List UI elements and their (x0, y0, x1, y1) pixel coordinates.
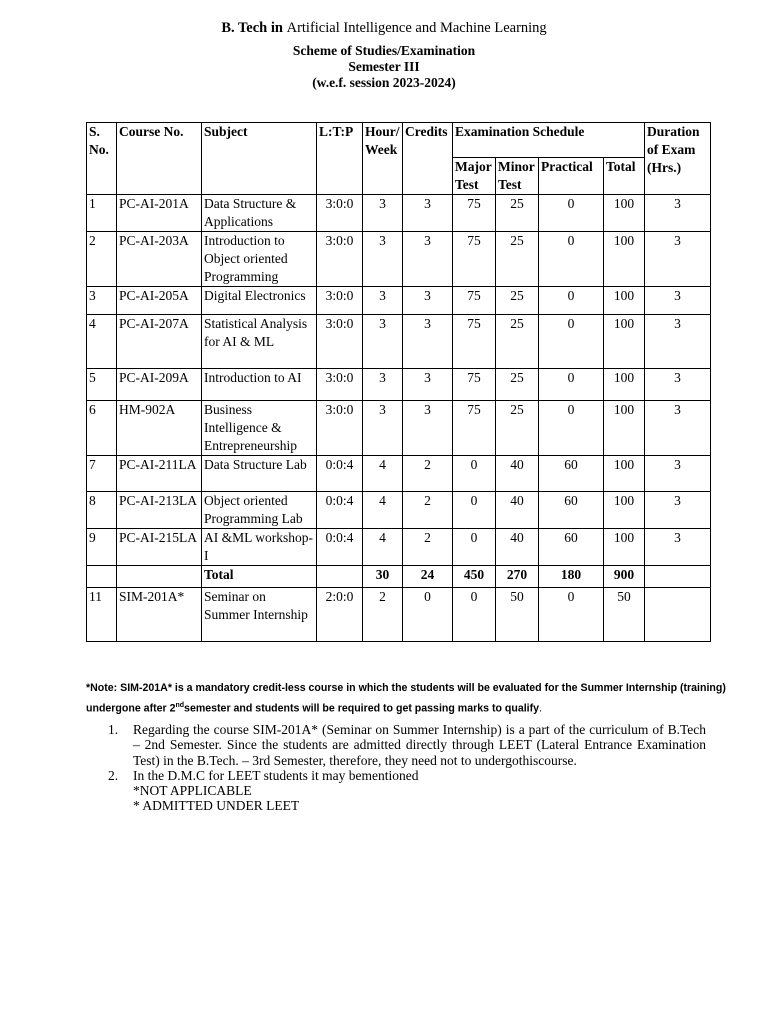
cell-total: 100 (604, 401, 645, 456)
cell-sno: 8 (87, 492, 117, 529)
cell-ltp: 3:0:0 (317, 401, 363, 456)
cell-hours: 4 (363, 492, 403, 529)
cell-total: 100 (604, 195, 645, 232)
cell-major: 0 (453, 588, 496, 642)
cell-practical: 60 (539, 456, 604, 492)
total-empty-cell (317, 566, 363, 588)
scheme-line: Scheme of Studies/Examination (292, 43, 476, 58)
cell-minor: 25 (496, 369, 539, 401)
cell-minor: 40 (496, 529, 539, 566)
cell-subject: Seminar on Summer Internship (202, 588, 317, 642)
cell-subject: Data Structure & Applications (202, 195, 317, 232)
header-sno: S. No. (87, 123, 117, 195)
cell-credits: 3 (403, 195, 453, 232)
cell-course: PC-AI-215LA (117, 529, 202, 566)
cell-course: PC-AI-209A (117, 369, 202, 401)
cell-subject: Introduction to AI (202, 369, 317, 401)
cell-total: 100 (604, 232, 645, 287)
cell-ltp: 0:0:4 (317, 492, 363, 529)
cell-ltp: 2:0:0 (317, 588, 363, 642)
admitted-leet-line: * ADMITTED UNDER LEET (133, 798, 300, 814)
cell-major: 0 (453, 529, 496, 566)
cell-practical: 0 (539, 401, 604, 456)
cell-subject: Data Structure Lab (202, 456, 317, 492)
cell-hours: 3 (363, 401, 403, 456)
table-row (87, 369, 711, 401)
total-label: Total (202, 566, 317, 588)
cell-major: 75 (453, 195, 496, 232)
header-subject: Subject (202, 123, 317, 195)
cell-total: 100 (604, 456, 645, 492)
note-superscript: nd (175, 702, 185, 709)
cell-sno: 3 (87, 287, 117, 315)
cell-credits: 3 (403, 401, 453, 456)
cell-major: 0 (453, 456, 496, 492)
cell-ltp: 3:0:0 (317, 287, 363, 315)
cell-major: 75 (453, 232, 496, 287)
table-row (87, 315, 711, 369)
cell-course: HM-902A (117, 401, 202, 456)
cell-credits: 3 (403, 315, 453, 369)
header-course: Course No. (117, 123, 202, 195)
cell-subject: Introduction to Object oriented Programming (202, 232, 317, 287)
cell-ltp: 3:0:0 (317, 232, 363, 287)
cell-hours: 3 (363, 287, 403, 315)
header-major: Major Test (453, 158, 496, 195)
header-credits: Credits (403, 123, 453, 195)
title-program: Artificial Intelligence and Machine Learning (286, 20, 547, 36)
table-row (87, 401, 711, 456)
cell-practical: 60 (539, 492, 604, 529)
cell-subject: Statistical Analysis for AI & ML (202, 315, 317, 369)
header-hours: Hour/ Week (363, 123, 403, 195)
list-item: 1. Regarding the course SIM-201A* (Seminar on Summer Internship) is a part of the curriculum of B.Tech – 2nd Semester. Since the students are admitted directly through LEET (Lateral Entrance Examination Test) in the B.Tech. – 3rd Semester, therefore, they need not to undergothiscourse. (108, 722, 706, 768)
cell-credits: 3 (403, 369, 453, 401)
cell-hours: 2 (363, 588, 403, 642)
table-row (87, 287, 711, 315)
cell-total: 100 (604, 315, 645, 369)
total-empty-cell (87, 566, 117, 588)
document-title: B. Tech in Artificial Intelligence and Machine Learning (221, 20, 547, 36)
total-total: 900 (604, 566, 645, 588)
cell-course: SIM-201A* (117, 588, 202, 642)
cell-course: PC-AI-213LA (117, 492, 202, 529)
cell-sno: 6 (87, 401, 117, 456)
cell-total: 100 (604, 287, 645, 315)
cell-major: 75 (453, 315, 496, 369)
cell-major: 75 (453, 401, 496, 456)
cell-course: PC-AI-201A (117, 195, 202, 232)
cell-sno: 1 (87, 195, 117, 232)
cell-minor: 40 (496, 492, 539, 529)
remarks-list (108, 722, 706, 814)
cell-hours: 4 (363, 529, 403, 566)
cell-sno: 5 (87, 369, 117, 401)
table-row (87, 529, 711, 566)
cell-ltp: 3:0:0 (317, 195, 363, 232)
cell-hours: 3 (363, 195, 403, 232)
header-practical: Practical (539, 158, 604, 195)
cell-duration: 3 (645, 492, 711, 529)
cell-total: 50 (604, 588, 645, 642)
cell-subject: Digital Electronics (202, 287, 317, 315)
cell-minor: 50 (496, 588, 539, 642)
cell-minor: 25 (496, 315, 539, 369)
cell-minor: 25 (496, 195, 539, 232)
cell-sno: 4 (87, 315, 117, 369)
cell-major: 75 (453, 287, 496, 315)
cell-practical: 0 (539, 195, 604, 232)
cell-subject: Business Intelligence & Entrepreneurship (202, 401, 317, 456)
cell-total: 100 (604, 529, 645, 566)
cell-duration: 3 (645, 195, 711, 232)
cell-minor: 40 (496, 456, 539, 492)
table-row (87, 232, 711, 287)
cell-hours: 3 (363, 315, 403, 369)
cell-sno: 11 (87, 588, 117, 642)
cell-hours: 3 (363, 232, 403, 287)
cell-course: PC-AI-211LA (117, 456, 202, 492)
cell-duration: 3 (645, 369, 711, 401)
session-line: (w.e.f. session 2023-2024) (312, 75, 456, 90)
list-item: 2. In the D.M.C for LEET students it may bementioned (108, 767, 419, 783)
cell-minor: 25 (496, 401, 539, 456)
header-total: Total (604, 158, 645, 195)
total-major: 450 (453, 566, 496, 588)
total-credits: 24 (403, 566, 453, 588)
semester-line: Semester III (348, 59, 420, 74)
scheme-table (86, 122, 711, 642)
table-row (87, 456, 711, 492)
table-row (87, 195, 711, 232)
cell-subject: AI &ML workshop-I (202, 529, 317, 566)
total-minor: 270 (496, 566, 539, 588)
total-empty-cell (117, 566, 202, 588)
cell-practical: 0 (539, 588, 604, 642)
cell-ltp: 0:0:4 (317, 456, 363, 492)
cell-sno: 7 (87, 456, 117, 492)
cell-practical: 0 (539, 287, 604, 315)
cell-duration: 3 (645, 315, 711, 369)
cell-hours: 3 (363, 369, 403, 401)
total-row (87, 566, 711, 588)
header-duration: Duration of Exam (Hrs.) (645, 123, 711, 195)
table-row (87, 588, 711, 642)
table-row (87, 492, 711, 529)
cell-ltp: 3:0:0 (317, 369, 363, 401)
cell-practical: 0 (539, 315, 604, 369)
cell-course: PC-AI-205A (117, 287, 202, 315)
cell-credits: 2 (403, 456, 453, 492)
cell-duration: 3 (645, 232, 711, 287)
cell-subject: Object oriented Programming Lab (202, 492, 317, 529)
cell-credits: 0 (403, 588, 453, 642)
cell-total: 100 (604, 492, 645, 529)
scheme-heading (0, 43, 768, 91)
table-header-row (87, 123, 711, 158)
cell-practical: 60 (539, 529, 604, 566)
cell-course: PC-AI-203A (117, 232, 202, 287)
cell-sno: 2 (87, 232, 117, 287)
cell-course: PC-AI-207A (117, 315, 202, 369)
cell-practical: 0 (539, 369, 604, 401)
cell-duration (645, 588, 711, 642)
cell-ltp: 3:0:0 (317, 315, 363, 369)
cell-practical: 0 (539, 232, 604, 287)
cell-hours: 4 (363, 456, 403, 492)
cell-credits: 2 (403, 529, 453, 566)
total-practical: 180 (539, 566, 604, 588)
header-minor: Minor Test (496, 158, 539, 195)
cell-duration: 3 (645, 529, 711, 566)
header-exam-schedule: Examination Schedule (453, 123, 645, 158)
cell-major: 0 (453, 492, 496, 529)
total-hours: 30 (363, 566, 403, 588)
cell-ltp: 0:0:4 (317, 529, 363, 566)
cell-credits: 3 (403, 232, 453, 287)
cell-minor: 25 (496, 287, 539, 315)
cell-major: 75 (453, 369, 496, 401)
internship-note: *Note: SIM-201A* is a mandatory credit-less course in which the students will be evaluated for the Summer Internship (training) undergone after 2ndsemester and students will be required to get passing marks to qualify. (86, 682, 726, 715)
cell-credits: 2 (403, 492, 453, 529)
cell-sno: 9 (87, 529, 117, 566)
header-ltp: L:T:P (317, 123, 363, 195)
cell-credits: 3 (403, 287, 453, 315)
cell-duration: 3 (645, 401, 711, 456)
cell-duration: 3 (645, 456, 711, 492)
cell-total: 100 (604, 369, 645, 401)
total-empty-cell (645, 566, 711, 588)
cell-minor: 25 (496, 232, 539, 287)
not-applicable-line: *NOT APPLICABLE (133, 783, 252, 799)
cell-duration: 3 (645, 287, 711, 315)
